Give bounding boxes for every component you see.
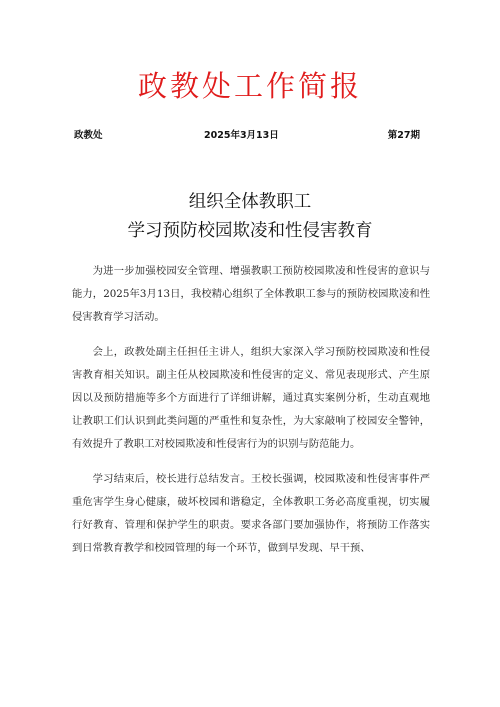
issue-date: 2025年3月13日 [204, 130, 279, 141]
headline-line-1: 组织全体教职工 [188, 192, 312, 212]
article-headline [0, 188, 500, 246]
department-label: 政教处 [74, 130, 103, 141]
headline-line-2: 学习预防校园欺凌和性侵害教育 [127, 221, 373, 241]
bulletin-meta-row [74, 127, 420, 145]
body-paragraph: 为进一步加强校园安全管理、增强教职工预防校园欺凌和性侵害的意识与能力，2025年3月13日，我校精心组织了全体教职工参与的预防校园欺凌和性侵害教育学习活动。 [72, 265, 430, 323]
article-body [72, 260, 430, 572]
body-paragraph: 会上，政教处副主任担任主讲人，组织大家深入学习预防校园欺凌和性侵害教育相关知识。副主任从校园欺凌和性侵害的定义、常见表现形式、产生原因以及预防措施等多个方面进行了详细讲解，通过真实案例分析，生动直观地让教职工们认识到此类问题的严重性和复杂性，为大家敲响了校园安全警钟，有效提升了教职工对校园欺凌和性侵害行为的识别与防范能力。 [72, 346, 430, 450]
body-paragraph: 学习结束后，校长进行总结发言。王校长强调，校园欺凌和性侵害事件严重危害学生身心健康，破坏校园和谐稳定，全体教职工务必高度重视，切实履行好教育、管理和保护学生的职责。要求各部门要加强协作，将预防工作落实到日常教育教学和校园管理的每一个环节，做到早发现、早干预、 [72, 473, 430, 554]
issue-number: 第27期 [387, 130, 420, 141]
masthead-title: 政教处工作简报 [137, 69, 362, 103]
